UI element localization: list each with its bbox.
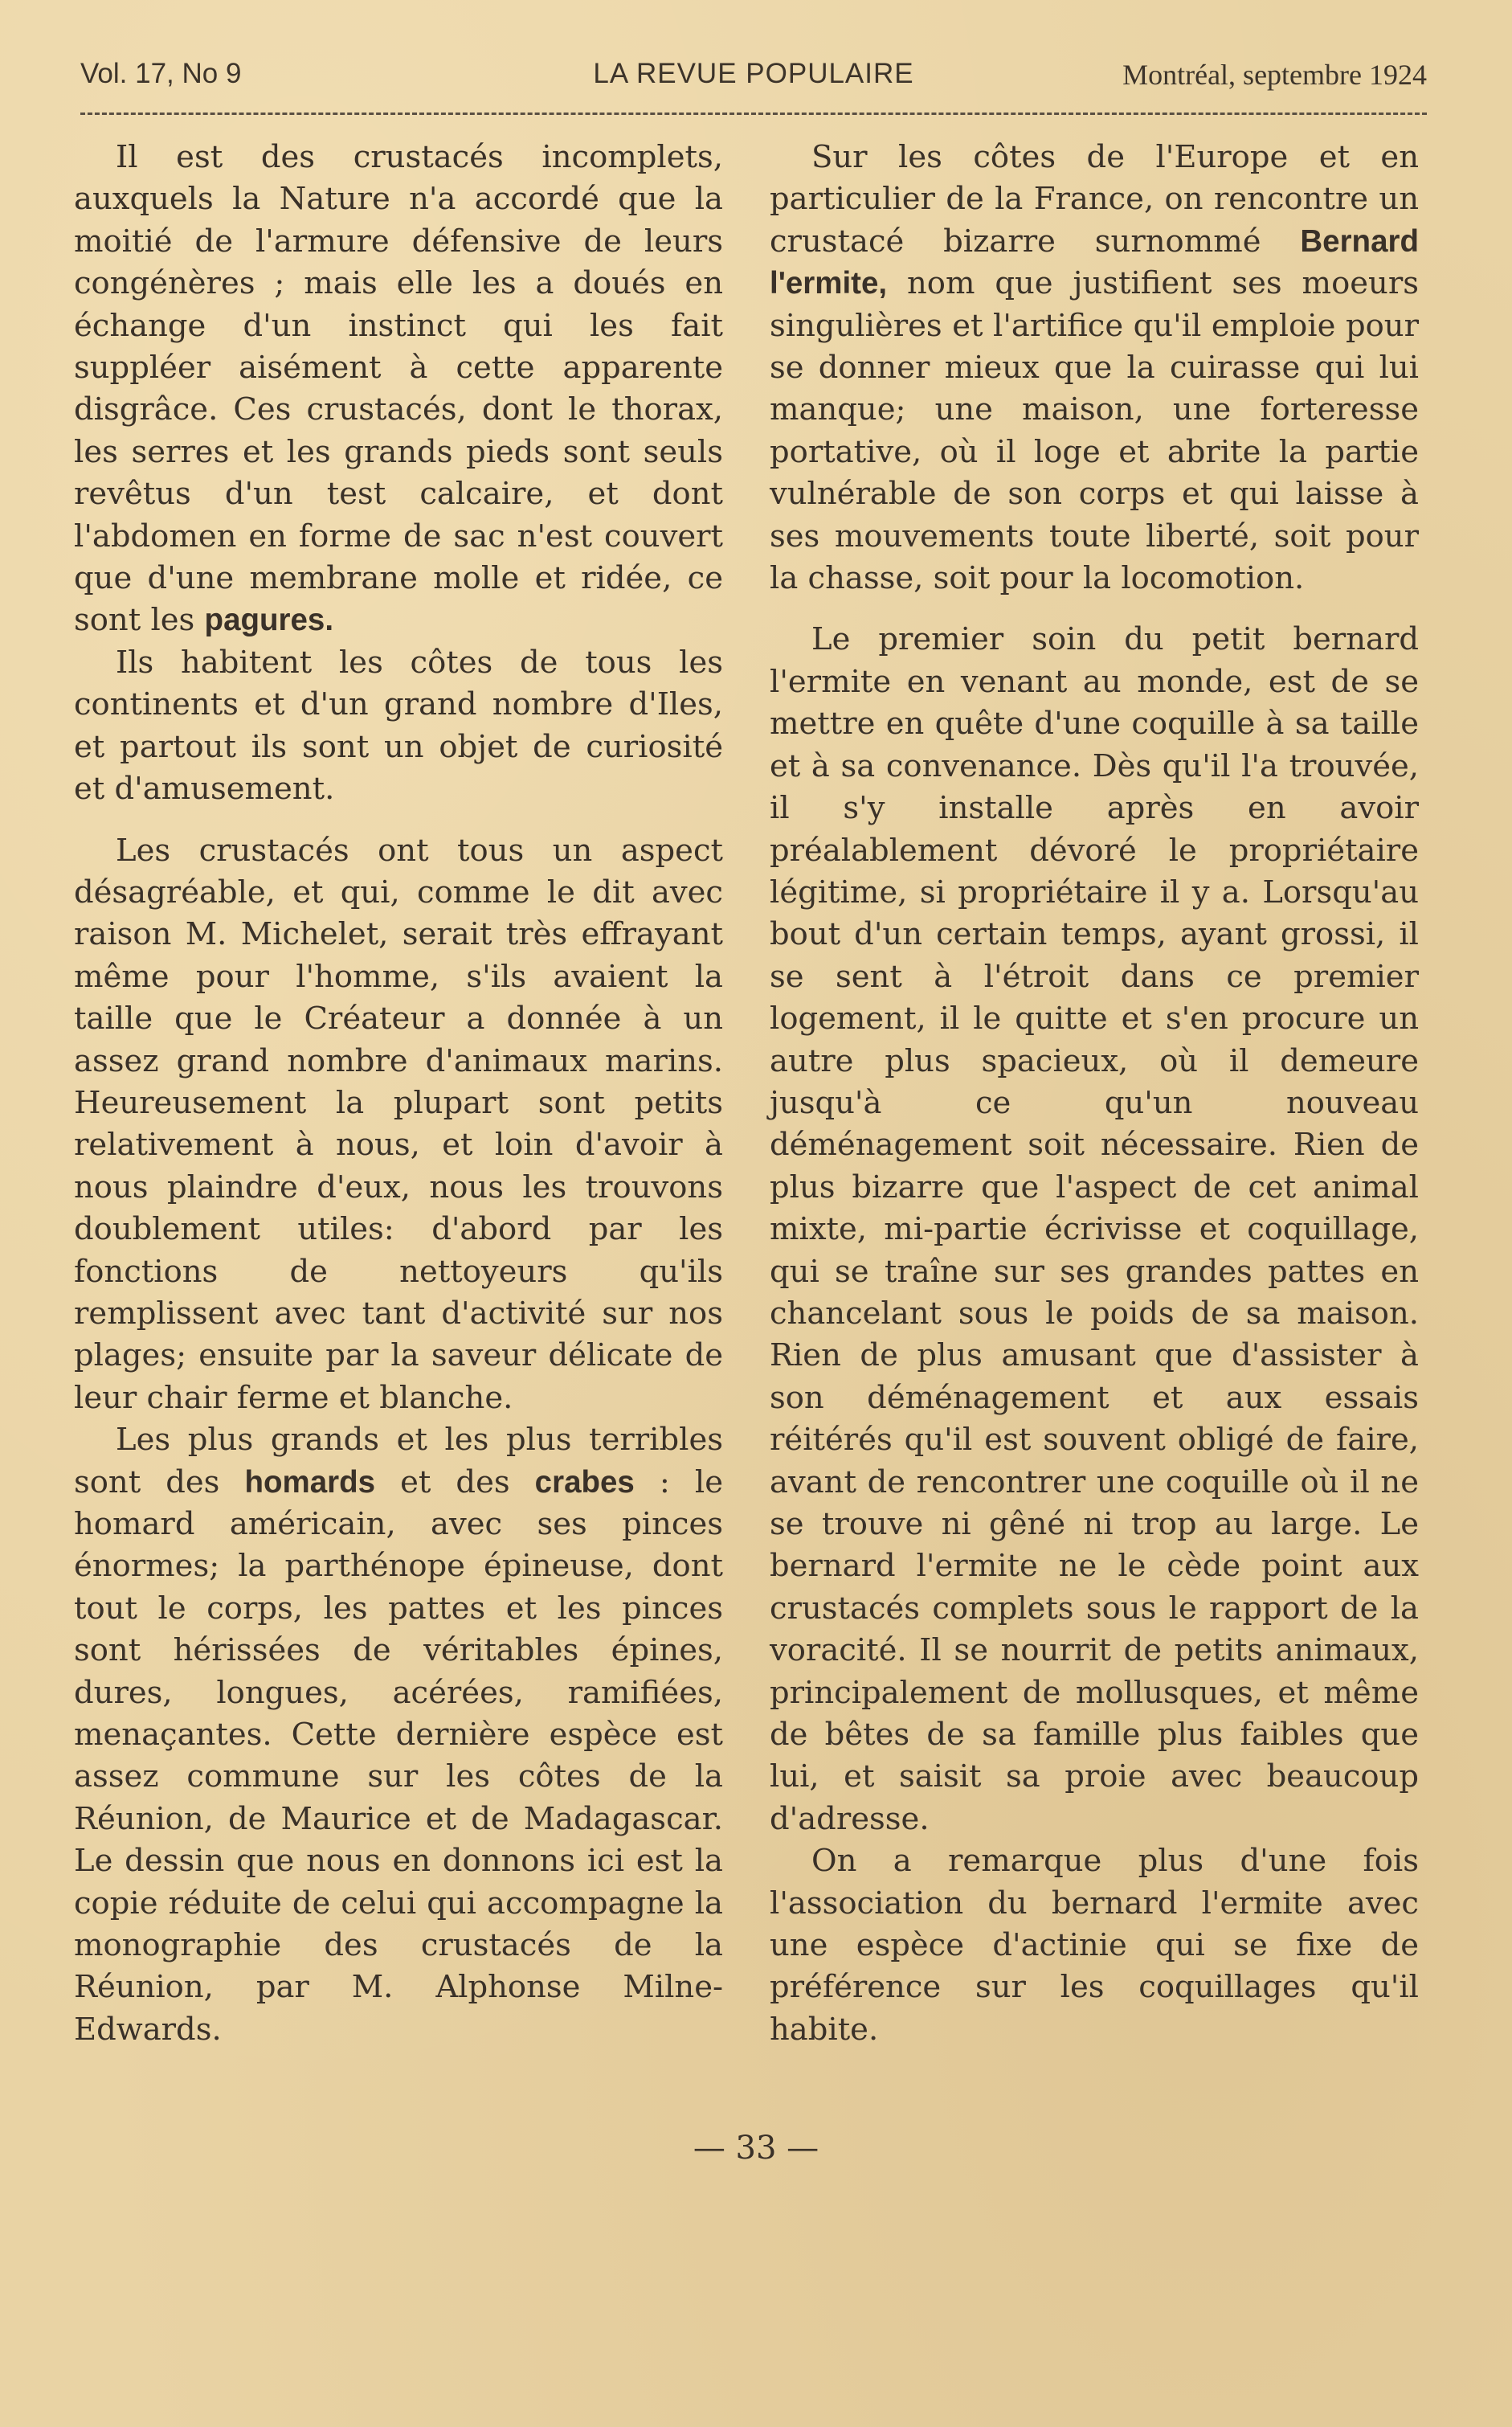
running-header xyxy=(80,58,1427,106)
paragraph-text: nom que justifient ses moeurs singulières et l'artifice qu'il emploie pour se donner mieux que la cuirasse qui lui manque; une maison, une forteresse portative, où il loge et abrite la partie vulnérable de son corps et qui laisse à ses mouvements toute liberté, soit pour la chasse, soit pour la locomotion. xyxy=(770,265,1419,597)
paragraph-habitat: Ils habitent les côtes de tous les continents et d'un grand nombre d'Iles, et partout ils sont un objet de curiosité et d'amusement. xyxy=(74,644,723,808)
page-number: — 33 — xyxy=(693,2130,819,2167)
volume-number: Vol. 17, No 9 xyxy=(80,58,242,89)
term-homards: homards xyxy=(244,1464,376,1500)
term-pagures: pagures. xyxy=(204,603,334,638)
term-bernard-ermite: Bernard l'ermite, xyxy=(770,223,1419,301)
paragraph-bernard xyxy=(770,137,1419,600)
paragraph-text: : le homard américain, avec ses pinces énormes; la parthénope épineuse, dont tout le corps, les pattes et les pinces sont hérissées de véritables épines, dures, longues, acérées, ramifiées, menaçantes. Cette dernière espèce est assez commune sur les côtes de la Réunion, de Maurice et de Madagascar. Le dessin que nous en donnons ici est la copie réduite de celui qui accompagne la monographie des crustacés de la Réunion, par M. Alphonse Milne-Edwards. xyxy=(74,1463,723,2048)
paragraph-aspect: Les crustacés ont tous un aspect désagréable, et qui, comme le dit avec raison M. Michelet, serait très effrayant même pour l'homme, s'ils avaient la taille que le Créateur a donnée à un assez grand nombre d'animaux marins. Heureusement la plupart sont petits relativement à nous, et loin d'avoir à nous plaindre d'eux, nous les trouvons doublement utiles: d'abord par les fonctions de nettoyeurs qu'ils remplissent avec tant d'activité sur nos plages; ensuite par la saveur délicate de leur chair ferme et blanche. xyxy=(74,832,723,1416)
paragraph-pagures xyxy=(74,137,723,642)
left-column xyxy=(74,137,723,2051)
dateline: Montréal, septembre 1924 xyxy=(1122,59,1427,91)
paragraph-text: et des xyxy=(375,1463,535,1500)
right-column xyxy=(770,137,1419,2051)
term-crabes: crabes xyxy=(534,1464,635,1500)
paragraph-text: Il est des crustacés incomplets, auxquels la Nature n'a accordé que la moitié de l'armure défensive de leurs congénères ; mais elle les a doués en échange d'un instinct qui les fait suppléer aisément à cette apparente disgrâce. Ces crustacés, dont le thorax, les serres et les grands pieds sont seuls revêtus d'un test calcaire, et dont l'abdomen en forme de sac n'est couvert que d'une membrane molle et ridée, ce sont les xyxy=(74,139,723,639)
paragraph-text: Les plus grands et les plus terribles sont des xyxy=(74,1422,723,1500)
paragraph-homards xyxy=(74,1419,723,2051)
publication-title: LA REVUE POPULAIRE xyxy=(593,58,914,89)
paragraph-text: Sur les côtes de l'Europe et en particulier de la France, on rencontre un crustacé bizarre surnommé xyxy=(770,139,1419,260)
paragraph-actinie: On a remarque plus d'une fois l'association du bernard l'ermite avec une espèce d'actinie qui se fixe de préférence sur les coquillages qu'il habite. xyxy=(770,1843,1419,2048)
paragraph-coquille: Le premier soin du petit bernard l'ermite en venant au monde, est de se mettre en quête d'une coquille à sa taille et à sa convenance. Dès qu'il l'a trouvée, il s'y installe après en avoir préalablement dévoré le propriétaire légitime, si propriétaire il y a. Lorsqu'au bout d'un certain temps, ayant grossi, il se sent à l'étroit dans ce premier logement, il le quitte et s'en procure un autre plus spacieux, où il demeure jusqu'à ce qu'un nouveau déménagement soit nécessaire. Rien de plus bizarre que l'aspect de cet animal mixte, mi-partie écrivisse et coquillage, qui se traîne sur ses grandes pattes en chancelant sous le poids de sa maison. Rien de plus amusant que d'assister à son déménagement et aux essais réitérés qu'il est souvent obligé de faire, avant de rencontrer une coquille où il ne se trouve ni gêné ni trop au large. Le bernard l'ermite ne le cède point aux crustacés complets sous le rapport de la voracité. Il se nourrit de petits animaux, principalement de mollusques, et même de bêtes de sa famille plus faibles que lui, et saisit sa proie avec beaucoup d'adresse. xyxy=(770,621,1419,1837)
header-rule xyxy=(80,113,1427,115)
